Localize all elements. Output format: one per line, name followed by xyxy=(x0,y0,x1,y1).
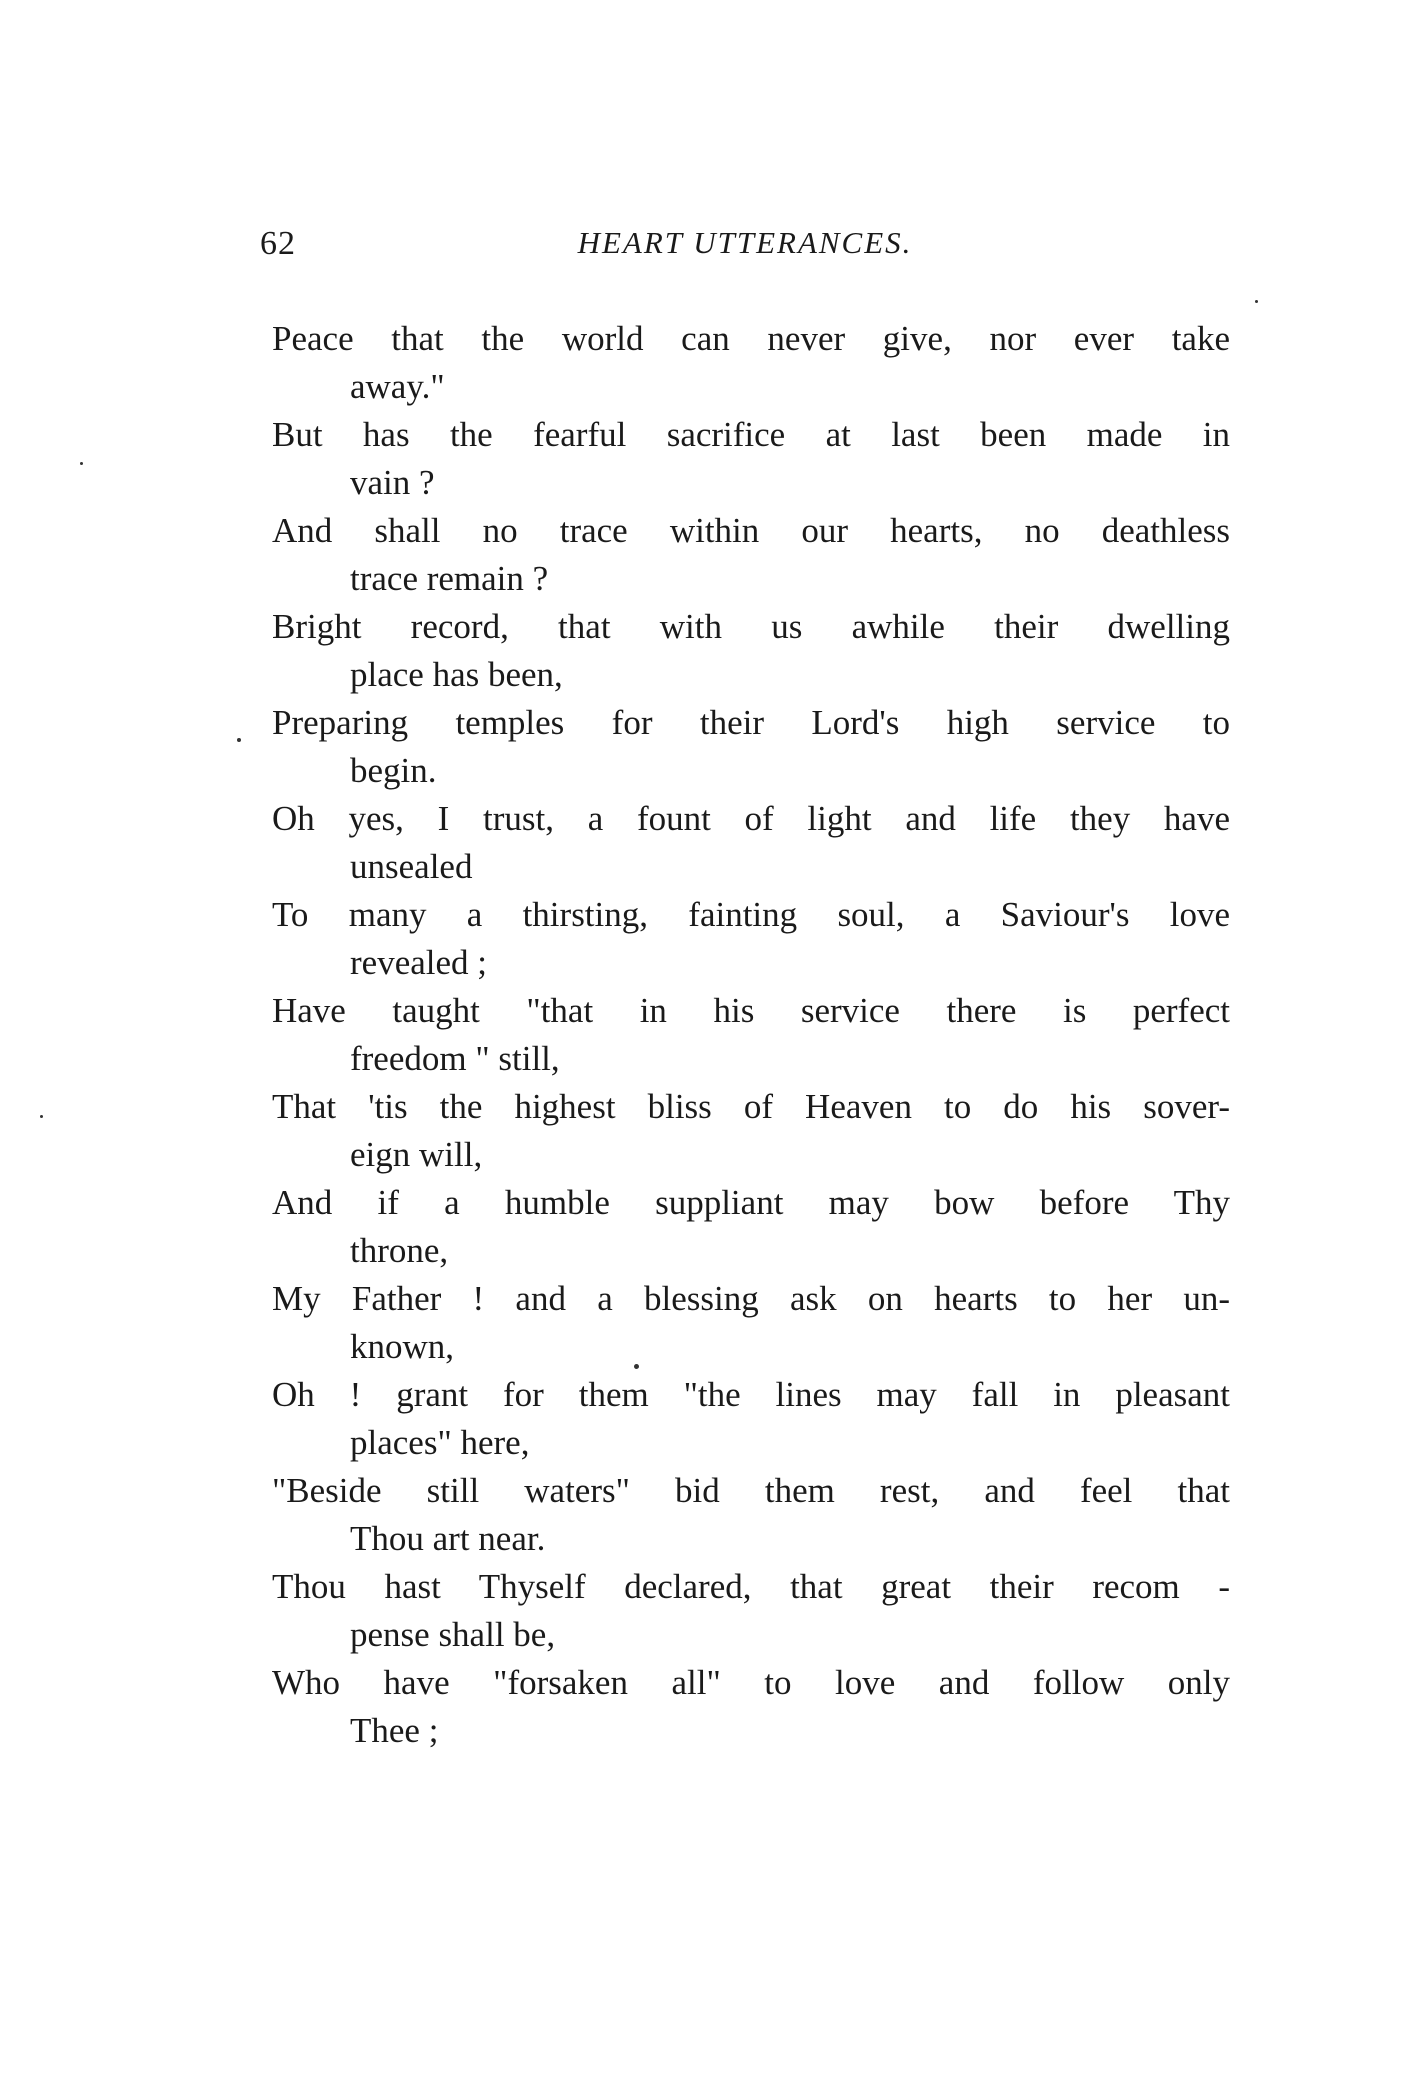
verse-line-continuation: eign will, xyxy=(350,1135,483,1174)
verse-line: To many a thirsting, fainting soul, a Saviour's love xyxy=(272,895,1230,934)
verse-line-continuation: trace remain ? xyxy=(350,559,549,598)
running-title: HEART UTTERANCES. xyxy=(577,225,913,260)
verse-line: And shall no trace within our hearts, no deathless xyxy=(272,511,1230,550)
verse-line: That 'tis the highest bliss of Heaven to do his sover- xyxy=(272,1087,1230,1126)
print-speck xyxy=(634,1364,639,1369)
verse-line-continuation: pense shall be, xyxy=(350,1615,556,1654)
verse-line-continuation: place has been, xyxy=(350,655,563,694)
verse-line: My Father ! and a blessing ask on hearts to her un- xyxy=(272,1279,1230,1318)
verse-line: Oh yes, I trust, a fount of light and life they have xyxy=(272,799,1230,838)
verse-line-continuation: Thee ; xyxy=(350,1711,439,1750)
verse-line-continuation: known, xyxy=(350,1327,455,1366)
verse-line: But has the fearful sacrifice at last been made in xyxy=(272,415,1230,454)
verse-line: Preparing temples for their Lord's high service to xyxy=(272,703,1230,742)
print-speck xyxy=(80,462,83,465)
verse-line: Thou hast Thyself declared, that great their recom - xyxy=(272,1567,1230,1606)
poem-body xyxy=(272,315,1230,1755)
verse-line-continuation: begin. xyxy=(350,751,437,790)
verse-line-continuation: places" here, xyxy=(350,1423,530,1462)
print-speck xyxy=(1255,300,1258,303)
page-number: 62 xyxy=(260,225,296,262)
verse-line-continuation: Thou art near. xyxy=(350,1519,546,1558)
verse-line-continuation: freedom " still, xyxy=(350,1039,560,1078)
verse-line-continuation: unsealed xyxy=(350,847,473,886)
verse-line: And if a humble suppliant may bow before Thy xyxy=(272,1183,1230,1222)
verse-line: Who have "forsaken all" to love and follow only xyxy=(272,1663,1230,1702)
verse-line: Bright record, that with us awhile their dwelling xyxy=(272,607,1230,646)
print-speck xyxy=(40,1115,43,1118)
verse-line: Have taught "that in his service there is perfect xyxy=(272,991,1230,1030)
verse-line-continuation: away." xyxy=(350,367,445,406)
verse-line: Oh ! grant for them "the lines may fall in pleasant xyxy=(272,1375,1230,1414)
verse-line: Peace that the world can never give, nor ever take xyxy=(272,319,1230,358)
verse-line: "Beside still waters" bid them rest, and feel that xyxy=(272,1471,1230,1510)
verse-line-continuation: vain ? xyxy=(350,463,435,502)
verse-line-continuation: revealed ; xyxy=(350,943,487,982)
running-head xyxy=(260,225,1230,275)
verse-line-continuation: throne, xyxy=(350,1231,449,1270)
print-speck xyxy=(237,738,241,742)
